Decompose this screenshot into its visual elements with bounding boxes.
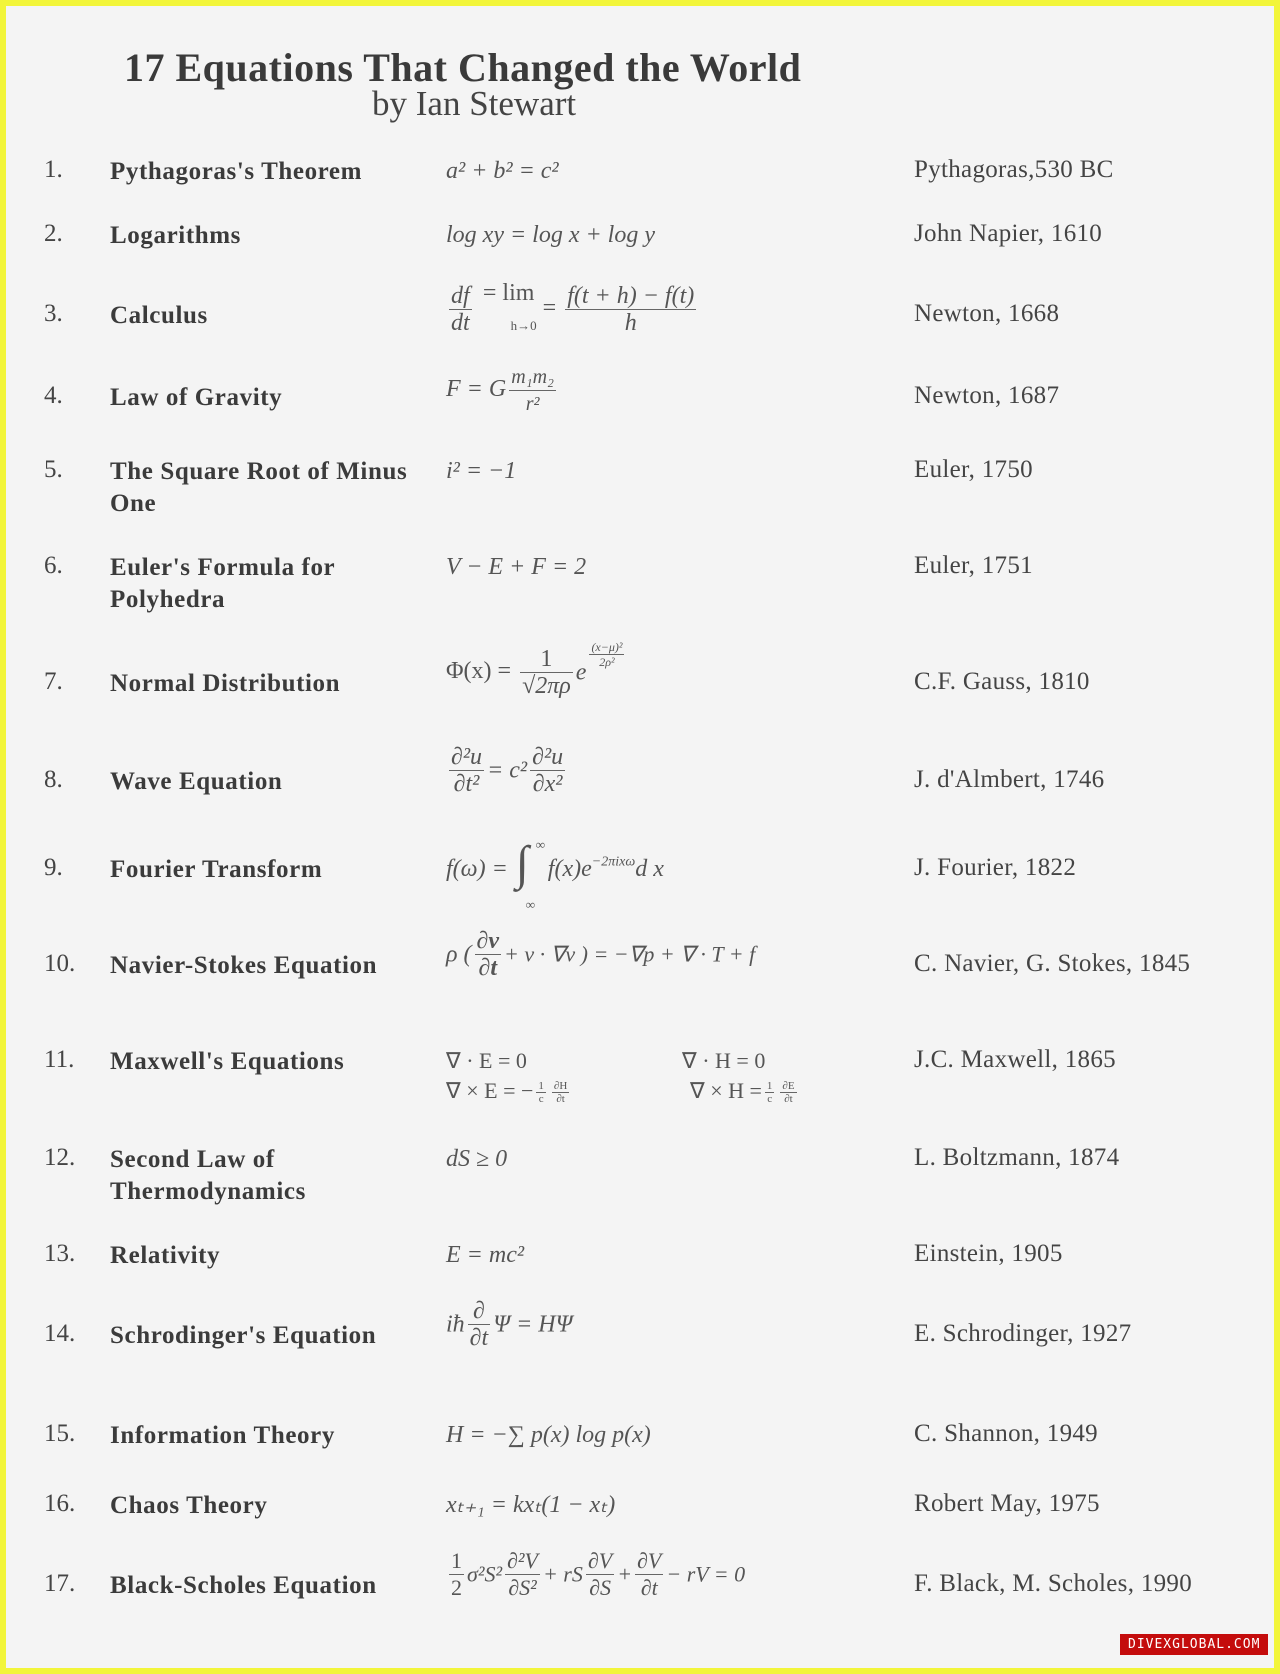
numerator: ∂²u bbox=[532, 744, 564, 770]
fraction bbox=[586, 1548, 614, 1601]
maxwell-text: ∇ × E = − bbox=[446, 1078, 534, 1103]
equation-name: Normal Distribution bbox=[110, 670, 341, 697]
denominator: c bbox=[767, 1093, 773, 1106]
equals-sign: = bbox=[542, 295, 557, 322]
equation-name: Wave Equation bbox=[110, 768, 283, 795]
numerator: f(t + h) − f(t) bbox=[567, 283, 695, 309]
numerator: ∂V bbox=[637, 1548, 662, 1573]
page-title: 17 Equations That Changed the World bbox=[124, 45, 802, 90]
numerator: ∂²u bbox=[451, 744, 483, 770]
differential: d x bbox=[635, 856, 664, 882]
maxwell-text: ∇ × H = bbox=[690, 1078, 762, 1103]
equation: xₜ₊₁ = kxₜ(1 − xₜ) bbox=[446, 1492, 616, 1518]
equation bbox=[446, 928, 916, 981]
denominator: dt bbox=[451, 310, 470, 336]
equation: V − E + F = 2 bbox=[446, 554, 587, 580]
page-subtitle: by Ian Stewart bbox=[372, 84, 577, 123]
numerator: (x−μ)² bbox=[591, 640, 623, 654]
limit bbox=[481, 278, 537, 341]
equation: dS ≥ 0 bbox=[446, 1146, 508, 1172]
integral-upper: ∞ bbox=[535, 837, 546, 852]
denominator: r² bbox=[525, 393, 540, 415]
item-number: 2. bbox=[44, 220, 63, 247]
numerator: ∂E bbox=[782, 1080, 795, 1093]
attribution: John Napier, 1610 bbox=[914, 220, 1103, 247]
attribution: Pythagoras,530 BC bbox=[914, 156, 1114, 183]
item-number: 11. bbox=[44, 1046, 75, 1073]
equation: log xy = log x + log y bbox=[446, 222, 656, 248]
numerator: 1 bbox=[538, 1080, 544, 1093]
attribution: F. Black, M. Scholes, 1990 bbox=[914, 1570, 1193, 1597]
attribution: Newton, 1668 bbox=[914, 300, 1060, 327]
equation-name: Pythagoras's Theorem bbox=[110, 158, 363, 185]
exponent: −2πixω bbox=[591, 854, 636, 870]
equation-name: Logarithms bbox=[110, 222, 241, 249]
fraction bbox=[552, 1080, 569, 1105]
fraction bbox=[505, 1548, 540, 1601]
equation-rhs: Ψ = HΨ bbox=[493, 1311, 573, 1338]
fraction bbox=[765, 1080, 775, 1105]
equation-operator: = c² bbox=[487, 757, 528, 784]
fraction bbox=[449, 283, 472, 336]
denominator: 2ρ² bbox=[599, 655, 615, 669]
equation-name: Chaos Theory bbox=[110, 1492, 268, 1519]
attribution: Newton, 1687 bbox=[914, 382, 1060, 409]
item-number: 15. bbox=[44, 1420, 76, 1447]
numerator: ∂V bbox=[587, 1548, 613, 1573]
denominator: ∂x² bbox=[532, 771, 563, 797]
denominator: ∂t bbox=[784, 1093, 793, 1106]
equation-term: σ²S² bbox=[467, 1561, 503, 1587]
item-number: 5. bbox=[44, 456, 63, 483]
equation-name: Schrodinger's Equation bbox=[110, 1322, 377, 1349]
equation bbox=[446, 1298, 916, 1351]
item-number: 13. bbox=[44, 1240, 76, 1267]
integral-lower: ∞ bbox=[525, 897, 536, 912]
item-number: 17. bbox=[44, 1570, 76, 1597]
equation: E = mc² bbox=[446, 1242, 525, 1268]
watermark-badge: DIVEXGLOBAL.COM bbox=[1120, 1634, 1268, 1655]
numerator: ∂ bbox=[468, 1298, 491, 1325]
equation bbox=[446, 364, 916, 417]
denominator: ∂t bbox=[556, 1093, 565, 1106]
equation-term: − rV = 0 bbox=[666, 1561, 746, 1587]
equation bbox=[446, 834, 916, 912]
maxwell-line: ∇ · H = 0 bbox=[682, 1048, 766, 1073]
equation-term: + bbox=[617, 1561, 633, 1587]
limit-text: = lim bbox=[482, 280, 535, 306]
fraction bbox=[565, 283, 696, 336]
denominator: ∂t² bbox=[453, 771, 480, 797]
attribution: J. Fourier, 1822 bbox=[914, 854, 1077, 881]
numerator: 1 bbox=[766, 1080, 773, 1093]
maxwell-line: ∇ · E = 0 bbox=[446, 1048, 527, 1073]
item-number: 10. bbox=[44, 950, 76, 977]
equation-name: Euler's Formula for Polyhedra bbox=[110, 554, 335, 613]
integrand: f(x)e bbox=[547, 856, 592, 882]
maxwell-line bbox=[690, 1076, 800, 1106]
fraction bbox=[536, 1080, 546, 1105]
denominator: √2πρ bbox=[522, 673, 571, 699]
equation-name: Second Law of Thermodynamics bbox=[110, 1146, 306, 1205]
equation-lhs: f(ω) = bbox=[446, 856, 508, 882]
equation bbox=[446, 640, 916, 699]
numerator: 1 bbox=[451, 1548, 462, 1573]
item-number: 7. bbox=[44, 668, 63, 695]
attribution: J. d'Almbert, 1746 bbox=[914, 766, 1105, 793]
equation-name: Calculus bbox=[110, 302, 208, 329]
equation-lhs: Φ(x) = bbox=[446, 658, 512, 685]
denominator: ∂t bbox=[640, 1575, 658, 1600]
maxwell-line bbox=[446, 1076, 572, 1106]
equation: H = −∑ p(x) log p(x) bbox=[446, 1422, 651, 1448]
denominator: ∂t bbox=[469, 1325, 489, 1351]
limit-subscript: h→0 bbox=[510, 318, 537, 333]
equation-lhs: ρ ( bbox=[446, 941, 472, 968]
attribution: C.F. Gauss, 1810 bbox=[914, 668, 1090, 695]
attribution: J.C. Maxwell, 1865 bbox=[914, 1046, 1116, 1073]
exponent-base: e bbox=[575, 659, 587, 686]
attribution: Einstein, 1905 bbox=[914, 1240, 1063, 1267]
numerator: ∂H bbox=[553, 1080, 568, 1093]
fraction bbox=[635, 1548, 663, 1601]
fraction bbox=[449, 744, 484, 797]
attribution: Robert May, 1975 bbox=[914, 1490, 1100, 1517]
denominator: ∂S bbox=[589, 1575, 611, 1600]
equation-lhs: F = G bbox=[446, 376, 507, 403]
equation-name: Navier-Stokes Equation bbox=[110, 952, 378, 979]
fraction bbox=[468, 1298, 491, 1351]
item-number: 16. bbox=[44, 1490, 76, 1517]
equation-name: The Square Root of Minus One bbox=[110, 458, 408, 517]
item-number: 1. bbox=[44, 156, 63, 183]
fraction bbox=[530, 744, 565, 797]
numerator: ∂v bbox=[476, 928, 500, 954]
equation: a² + b² = c² bbox=[446, 158, 559, 184]
equation-name: Relativity bbox=[110, 1242, 221, 1269]
item-number: 12. bbox=[44, 1144, 76, 1171]
item-number: 8. bbox=[44, 766, 63, 793]
document-page bbox=[6, 6, 1274, 1668]
equation-name: Information Theory bbox=[110, 1422, 335, 1449]
item-number: 14. bbox=[44, 1320, 76, 1347]
equation-name: Maxwell's Equations bbox=[110, 1048, 345, 1075]
equation-name: Black-Scholes Equation bbox=[110, 1572, 377, 1599]
denominator: ∂S² bbox=[508, 1575, 537, 1600]
attribution: Euler, 1750 bbox=[914, 456, 1033, 483]
attribution: C. Shannon, 1949 bbox=[914, 1420, 1098, 1447]
numerator: m₁m₂ bbox=[509, 364, 556, 391]
equation-term: + rS bbox=[542, 1561, 583, 1587]
fraction bbox=[509, 364, 556, 417]
equation-name: Fourier Transform bbox=[110, 856, 323, 883]
denominator: 2 bbox=[451, 1575, 462, 1600]
equation: i² = −1 bbox=[446, 458, 517, 484]
denominator: h bbox=[624, 310, 637, 336]
attribution: C. Navier, G. Stokes, 1845 bbox=[914, 950, 1191, 977]
denominator: c bbox=[538, 1093, 544, 1106]
exponent-fraction bbox=[589, 640, 624, 669]
item-number: 9. bbox=[44, 854, 63, 881]
fraction bbox=[520, 646, 573, 699]
integral-sign: ∫ bbox=[515, 837, 529, 890]
equation bbox=[446, 744, 916, 797]
denominator: ∂t bbox=[478, 955, 498, 981]
equation bbox=[446, 278, 916, 341]
equation-rhs: + v · ∇v ) = −∇p + ∇ · T + f bbox=[504, 941, 756, 967]
attribution: Euler, 1751 bbox=[914, 552, 1033, 579]
item-number: 3. bbox=[44, 300, 63, 327]
numerator: ∂²V bbox=[507, 1548, 538, 1573]
fraction bbox=[475, 928, 502, 981]
attribution: L. Boltzmann, 1874 bbox=[914, 1144, 1120, 1171]
fraction bbox=[449, 1548, 464, 1601]
equation-name: Law of Gravity bbox=[110, 384, 283, 411]
numerator: 1 bbox=[520, 646, 573, 673]
item-number: 6. bbox=[44, 552, 63, 579]
equation bbox=[446, 1548, 916, 1601]
attribution: E. Schrodinger, 1927 bbox=[914, 1320, 1132, 1347]
item-number: 4. bbox=[44, 382, 63, 409]
equation-lhs: iħ bbox=[446, 1311, 465, 1338]
fraction bbox=[780, 1080, 796, 1105]
integral bbox=[514, 834, 548, 912]
numerator: df bbox=[451, 283, 470, 309]
